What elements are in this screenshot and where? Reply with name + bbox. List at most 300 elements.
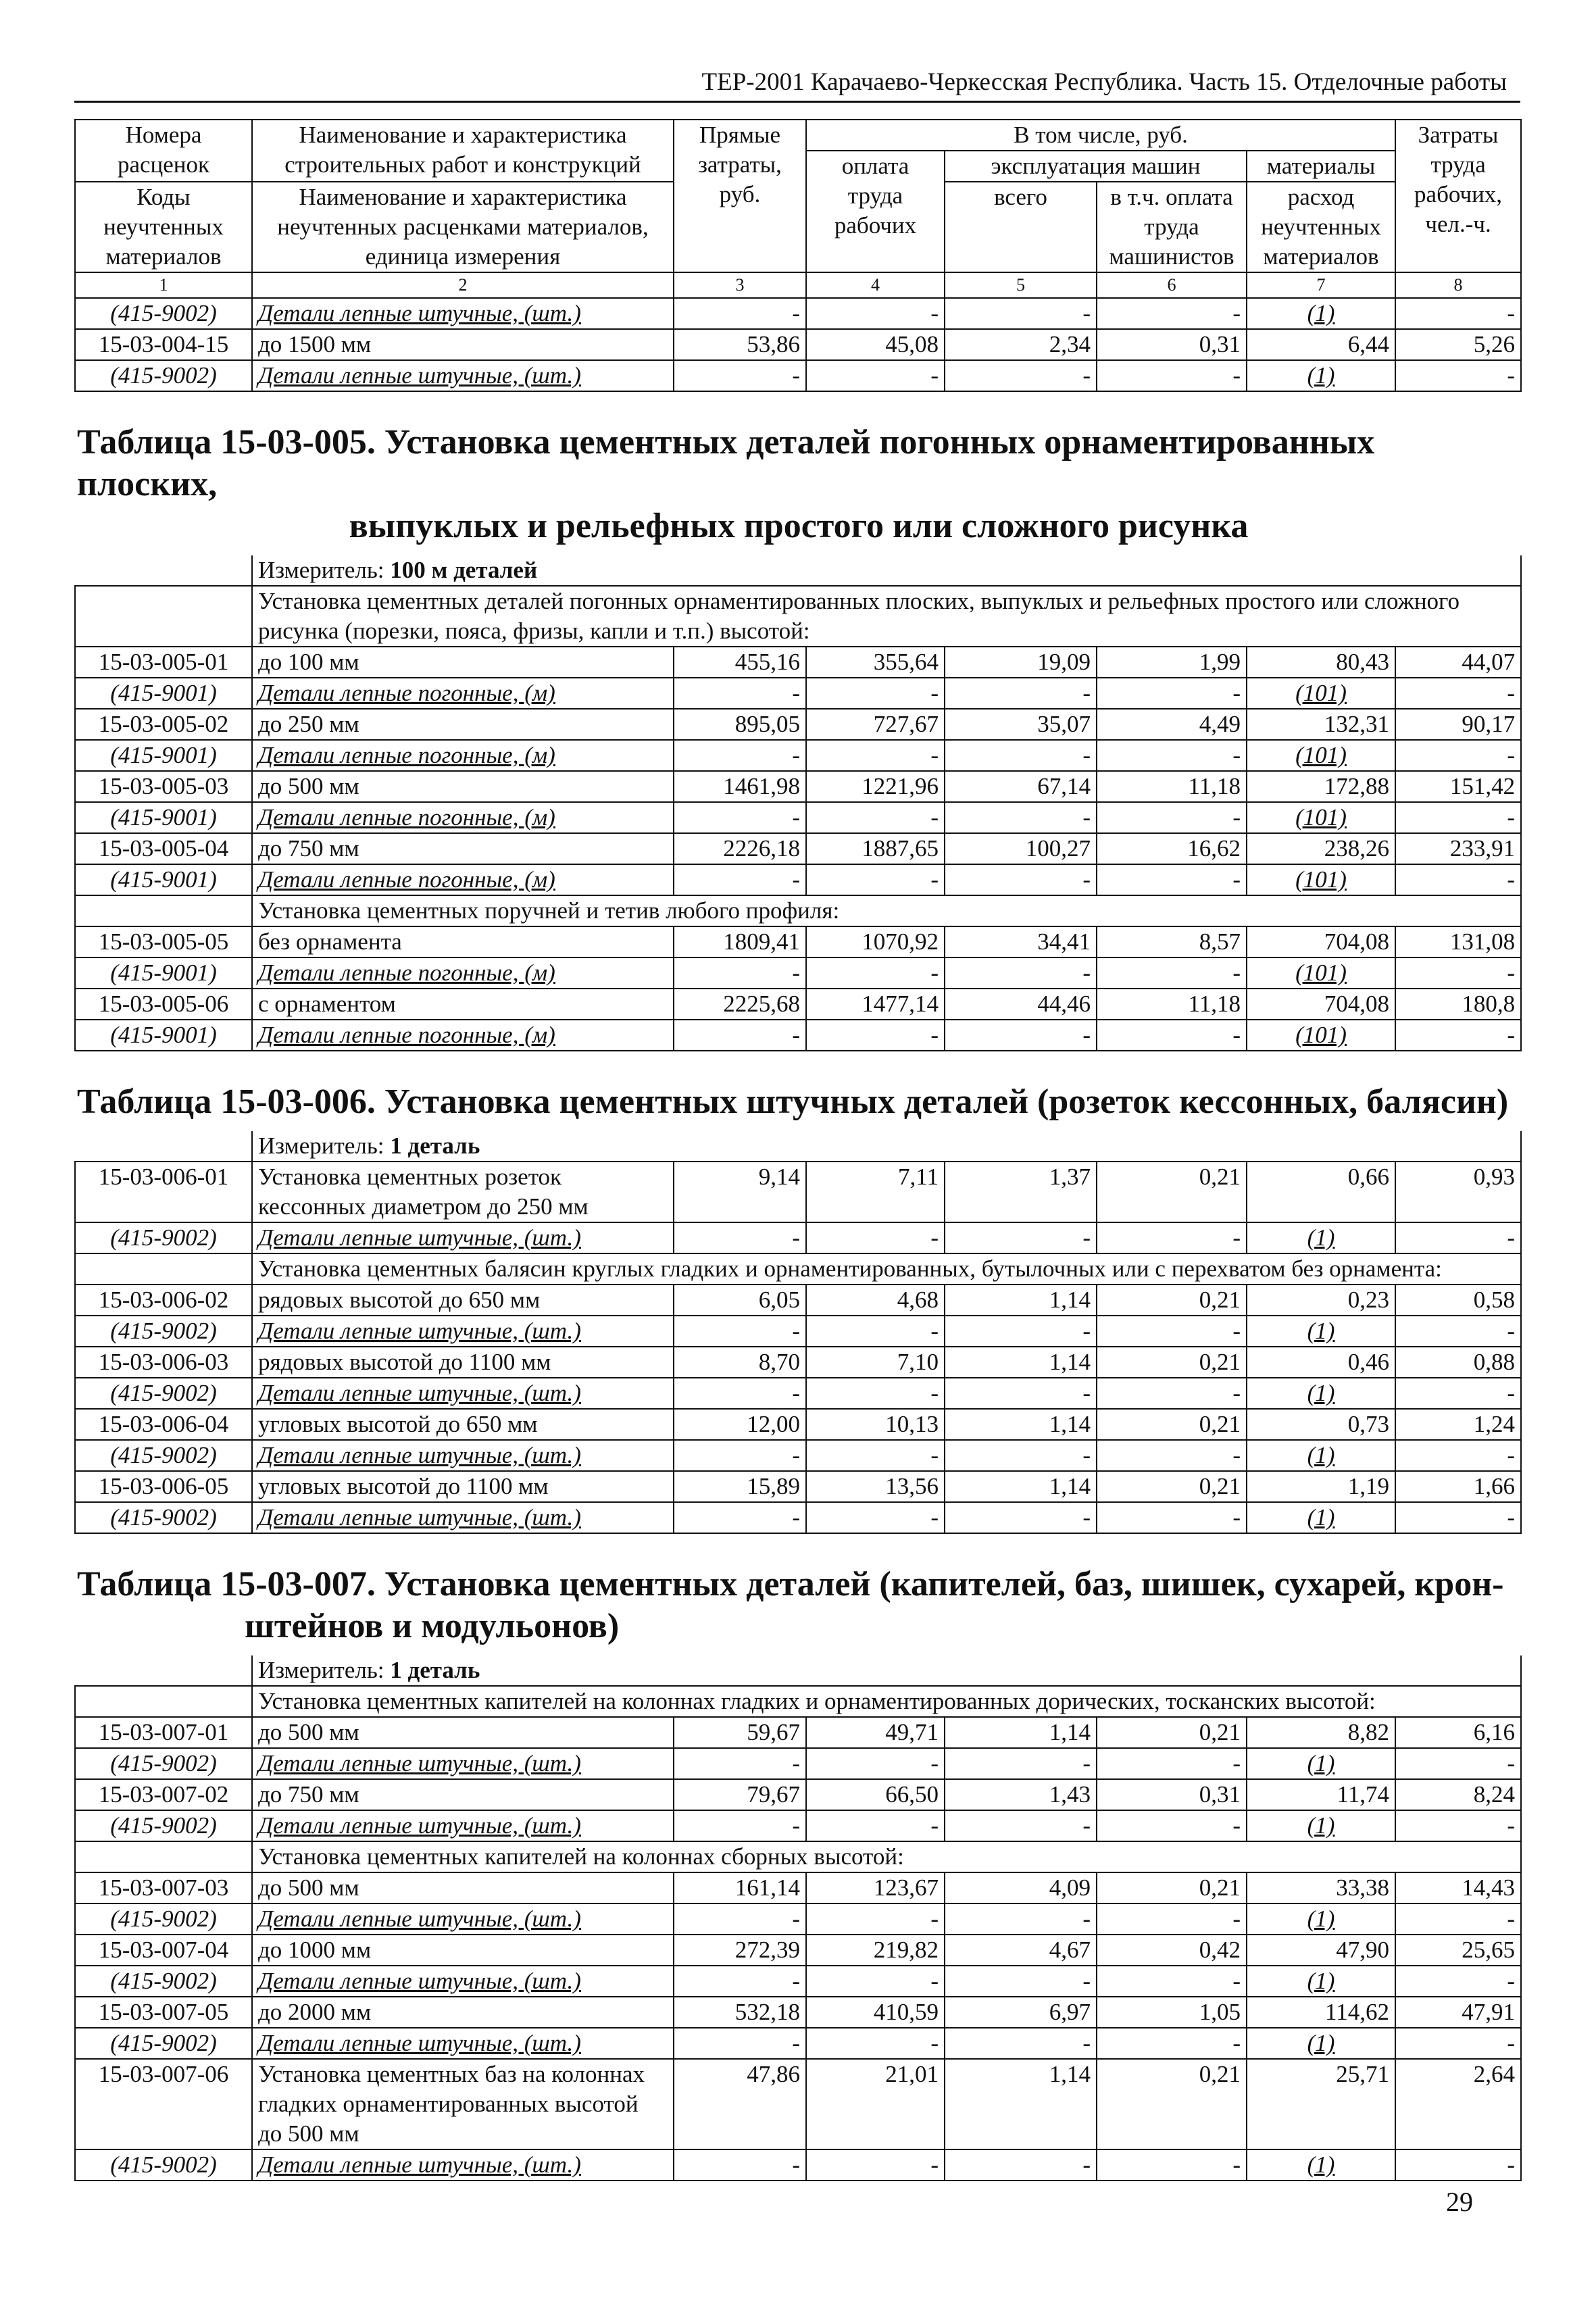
header-col1-bottom: Коды неучтенных материалов (75, 182, 252, 272)
materials-consumption-cell: (101) (1247, 864, 1395, 895)
work-name: рядовых высотой до 1100 мм (252, 1347, 674, 1378)
table-row (75, 1347, 1521, 1378)
material-row (75, 1440, 1521, 1471)
direct-costs-cell: - (674, 802, 806, 833)
rate-code: 15-03-005-03 (75, 771, 252, 802)
material-code: (415-9002) (75, 360, 252, 391)
work-name: с орнаментом (252, 989, 674, 1020)
material-name: Детали лепные погонные, (м) (252, 678, 674, 709)
table-row (75, 1935, 1521, 1966)
labor-pay-cell: - (806, 678, 945, 709)
machinist-pay-cell: - (1097, 1748, 1247, 1779)
machines-total-cell: 1,14 (945, 1285, 1097, 1316)
material-code: (415-9002) (75, 1222, 252, 1253)
labor-hours-cell: - (1395, 1502, 1521, 1533)
work-name: до 750 мм (252, 1779, 674, 1810)
machinist-pay-cell: 0,21 (1097, 1347, 1247, 1378)
rate-code: 15-03-006-04 (75, 1409, 252, 1440)
machines-total-cell: 35,07 (945, 709, 1097, 740)
table-header (74, 119, 1522, 392)
labor-hours-cell: 151,42 (1395, 771, 1521, 802)
labor-hours-cell: - (1395, 1440, 1521, 1471)
materials-consumption-cell: (1) (1247, 1316, 1395, 1347)
rate-code: 15-03-005-04 (75, 833, 252, 864)
materials-consumption-cell: 0,66 (1247, 1162, 1395, 1222)
machines-total-cell: - (945, 1748, 1097, 1779)
material-row (75, 1222, 1521, 1253)
column-number-7: 7 (1247, 272, 1395, 298)
machinist-pay-cell: - (1097, 802, 1247, 833)
work-name: рядовых высотой до 650 мм (252, 1285, 674, 1316)
material-row (75, 802, 1521, 833)
direct-costs-cell: - (674, 1020, 806, 1051)
table-row (75, 709, 1521, 740)
materials-consumption-cell: (1) (1247, 298, 1395, 329)
materials-consumption-cell: (1) (1247, 1903, 1395, 1935)
machines-total-cell: 1,14 (945, 1409, 1097, 1440)
labor-pay-cell: - (806, 1316, 945, 1347)
table-row (75, 1997, 1521, 2028)
section-note-row (75, 895, 1521, 926)
section-note: Установка цементных поручней и тетив любого профиля: (252, 895, 1521, 926)
direct-costs-cell: - (674, 1316, 806, 1347)
labor-pay-cell: - (806, 298, 945, 329)
labor-hours-cell: - (1395, 802, 1521, 833)
machines-total-cell: 1,37 (945, 1162, 1097, 1222)
materials-consumption-cell: 6,44 (1247, 329, 1395, 360)
material-code: (415-9001) (75, 864, 252, 895)
machinist-pay-cell: 0,21 (1097, 1409, 1247, 1440)
labor-pay-cell: 410,59 (806, 1997, 945, 2028)
table-row (75, 329, 1521, 360)
work-name: до 500 мм (252, 1872, 674, 1903)
machines-total-cell: 19,09 (945, 647, 1097, 678)
table-007 (74, 1656, 1522, 2181)
materials-consumption-cell: 25,71 (1247, 2059, 1395, 2149)
machinist-pay-cell: - (1097, 2028, 1247, 2059)
rate-code: 15-03-005-05 (75, 926, 252, 957)
labor-hours-cell: - (1395, 1378, 1521, 1409)
work-name: до 750 мм (252, 833, 674, 864)
machinist-pay-cell: 0,31 (1097, 1779, 1247, 1810)
material-row (75, 740, 1521, 771)
material-name: Детали лепные штучные, (шт.) (252, 1810, 674, 1841)
machines-total-cell: 4,67 (945, 1935, 1097, 1966)
labor-hours-cell: 1,24 (1395, 1409, 1521, 1440)
labor-pay-cell: 355,64 (806, 647, 945, 678)
material-name: Детали лепные штучные, (шт.) (252, 1966, 674, 1997)
machinist-pay-cell: 0,21 (1097, 2059, 1247, 2149)
material-row (75, 360, 1521, 391)
material-name: Детали лепные штучные, (шт.) (252, 1378, 674, 1409)
direct-costs-cell: 12,00 (674, 1409, 806, 1440)
machines-total-cell: 44,46 (945, 989, 1097, 1020)
material-code: (415-9002) (75, 1440, 252, 1471)
machines-total-cell: 67,14 (945, 771, 1097, 802)
direct-costs-cell: 1461,98 (674, 771, 806, 802)
material-code: (415-9002) (75, 298, 252, 329)
labor-pay-cell: 66,50 (806, 1779, 945, 1810)
table-row (75, 1471, 1521, 1502)
machines-total-cell: 1,14 (945, 1471, 1097, 1502)
page-number: 29 (1446, 2187, 1473, 2217)
direct-costs-cell: 532,18 (674, 1997, 806, 2028)
direct-costs-cell: - (674, 1903, 806, 1935)
labor-pay-cell: - (806, 1020, 945, 1051)
labor-pay-cell: 10,13 (806, 1409, 945, 1440)
work-name: без орнамента (252, 926, 674, 957)
machinist-pay-cell: 0,31 (1097, 329, 1247, 360)
machines-total-cell: - (945, 1378, 1097, 1409)
table-005-title (74, 422, 1520, 547)
machinist-pay-cell: - (1097, 360, 1247, 391)
header-rule (74, 101, 1520, 103)
direct-costs-cell: - (674, 1502, 806, 1533)
direct-costs-cell: 2225,68 (674, 989, 806, 1020)
labor-hours-cell: 0,88 (1395, 1347, 1521, 1378)
machinist-pay-cell: - (1097, 957, 1247, 989)
machinist-pay-cell: 0,21 (1097, 1471, 1247, 1502)
labor-pay-cell: 45,08 (806, 329, 945, 360)
machinist-pay-cell: - (1097, 1502, 1247, 1533)
labor-pay-cell: - (806, 1440, 945, 1471)
machinist-pay-cell: - (1097, 298, 1247, 329)
materials-consumption-cell: (101) (1247, 740, 1395, 771)
machines-total-cell: 1,14 (945, 1347, 1097, 1378)
labor-hours-cell: 180,8 (1395, 989, 1521, 1020)
header-col2-top: Наименование и характеристика строительных работ и конструкций (252, 120, 674, 182)
material-code: (415-9002) (75, 1748, 252, 1779)
machines-total-cell: 34,41 (945, 926, 1097, 957)
direct-costs-cell: - (674, 360, 806, 391)
section-note-row (75, 586, 1521, 647)
machines-total-cell: - (945, 740, 1097, 771)
section-note-row (75, 1686, 1521, 1717)
direct-costs-cell: 8,70 (674, 1347, 806, 1378)
labor-hours-cell: 0,93 (1395, 1162, 1521, 1222)
material-name: Детали лепные погонные, (м) (252, 740, 674, 771)
material-code: (415-9001) (75, 740, 252, 771)
labor-pay-cell: 1887,65 (806, 833, 945, 864)
table-007-title (74, 1564, 1520, 1647)
direct-costs-cell: 79,67 (674, 1779, 806, 1810)
materials-consumption-cell: 0,46 (1247, 1347, 1395, 1378)
work-name: до 500 мм (252, 771, 674, 802)
labor-hours-cell: - (1395, 2028, 1521, 2059)
labor-hours-cell: - (1395, 1748, 1521, 1779)
materials-consumption-cell: (1) (1247, 1440, 1395, 1471)
labor-pay-cell: - (806, 864, 945, 895)
rate-code: 15-03-004-15 (75, 329, 252, 360)
machinist-pay-cell: 0,21 (1097, 1717, 1247, 1748)
machines-total-cell: - (945, 957, 1097, 989)
direct-costs-cell: - (674, 864, 806, 895)
direct-costs-cell: - (674, 1378, 806, 1409)
labor-pay-cell: - (806, 1903, 945, 1935)
material-row (75, 1020, 1521, 1051)
machinist-pay-cell: 0,21 (1097, 1285, 1247, 1316)
section-note: Установка цементных капителей на колоннах сборных высотой: (252, 1841, 1521, 1872)
direct-costs-cell: - (674, 298, 806, 329)
direct-costs-cell: - (674, 1748, 806, 1779)
labor-pay-cell: 727,67 (806, 709, 945, 740)
materials-consumption-cell: 8,82 (1247, 1717, 1395, 1748)
labor-pay-cell: - (806, 1222, 945, 1253)
material-code: (415-9002) (75, 1378, 252, 1409)
labor-hours-cell: - (1395, 360, 1521, 391)
machinist-pay-cell: - (1097, 1903, 1247, 1935)
machines-total-cell: - (945, 1222, 1097, 1253)
header-col1-top: Номера расценок (75, 120, 252, 182)
machines-total-cell: 1,14 (945, 1717, 1097, 1748)
table-row (75, 1162, 1521, 1222)
material-code: (415-9001) (75, 678, 252, 709)
table-007-title-line1: Таблица 15-03-007. Установка цементных деталей (капителей, баз, шишек, сухарей, крон- (77, 1565, 1504, 1603)
machines-total-cell: - (945, 1316, 1097, 1347)
labor-pay-cell: 49,71 (806, 1717, 945, 1748)
labor-pay-cell: 7,11 (806, 1162, 945, 1222)
rate-code: 15-03-005-06 (75, 989, 252, 1020)
labor-pay-cell: - (806, 360, 945, 391)
work-name: Установка цементных баз на колоннах гладких орнаментированных высотой до 500 мм (252, 2059, 674, 2149)
material-name: Детали лепные штучные, (шт.) (252, 1316, 674, 1347)
machinist-pay-cell: 0,42 (1097, 1935, 1247, 1966)
material-row (75, 1748, 1521, 1779)
material-row (75, 1316, 1521, 1347)
direct-costs-cell: - (674, 678, 806, 709)
table-005-title-line2: выпуклых и рельефных простого или сложного рисунка (349, 507, 1249, 545)
labor-pay-cell: - (806, 2149, 945, 2181)
rate-code: 15-03-007-02 (75, 1779, 252, 1810)
machinist-pay-cell: - (1097, 864, 1247, 895)
direct-costs-cell: 272,39 (674, 1935, 806, 1966)
table-005-title-line1: Таблица 15-03-005. Установка цементных деталей погонных орнаментированных плоских, (77, 423, 1375, 503)
rate-code: 15-03-006-02 (75, 1285, 252, 1316)
machinist-pay-cell: 11,18 (1097, 989, 1247, 1020)
column-number-5: 5 (945, 272, 1097, 298)
table-row (75, 771, 1521, 802)
labor-pay-cell: 1221,96 (806, 771, 945, 802)
empty-cell (75, 1253, 252, 1285)
materials-consumption-cell: (1) (1247, 1748, 1395, 1779)
material-row (75, 2028, 1521, 2059)
labor-pay-cell: - (806, 740, 945, 771)
machines-total-cell: - (945, 864, 1097, 895)
material-code: (415-9001) (75, 1020, 252, 1051)
labor-hours-cell: 2,64 (1395, 2059, 1521, 2149)
section-note-row (75, 1841, 1521, 1872)
machinist-pay-cell: - (1097, 1440, 1247, 1471)
column-number-1: 1 (75, 272, 252, 298)
materials-consumption-cell: (101) (1247, 957, 1395, 989)
empty-cell (75, 586, 252, 647)
machinist-pay-cell: - (1097, 1378, 1247, 1409)
labor-pay-cell: - (806, 957, 945, 989)
table-row (75, 1779, 1521, 1810)
labor-hours-cell: 6,16 (1395, 1717, 1521, 1748)
material-row (75, 1966, 1521, 1997)
materials-consumption-cell: 1,19 (1247, 1471, 1395, 1502)
labor-hours-cell: 25,65 (1395, 1935, 1521, 1966)
header-col2-bottom: Наименование и характеристика неучтенных расценками материалов, единица измерения (252, 182, 674, 272)
machinist-pay-cell: 1,05 (1097, 1997, 1247, 2028)
materials-consumption-cell: (1) (1247, 360, 1395, 391)
machines-total-cell: - (945, 1020, 1097, 1051)
material-code: (415-9002) (75, 1966, 252, 1997)
materials-consumption-cell: 11,74 (1247, 1779, 1395, 1810)
header-col7: расход неучтенных материалов (1247, 182, 1395, 272)
material-name: Детали лепные штучные, (шт.) (252, 1903, 674, 1935)
header-group: В том числе, руб. (806, 120, 1395, 151)
materials-consumption-cell: 132,31 (1247, 709, 1395, 740)
table-006 (74, 1131, 1522, 1534)
header-col5: всего (945, 182, 1097, 272)
rate-code: 15-03-006-01 (75, 1162, 252, 1222)
section-note: Установка цементных деталей погонных орнаментированных плоских, выпуклых и рельефных простого или сложного рисунка (порезки, пояса, фризы, капли и т.п.) высотой: (252, 586, 1521, 647)
machines-total-cell: 6,97 (945, 1997, 1097, 2028)
machinist-pay-cell: 4,49 (1097, 709, 1247, 740)
material-code: (415-9001) (75, 802, 252, 833)
material-row (75, 1810, 1521, 1841)
material-code: (415-9002) (75, 1316, 252, 1347)
labor-hours-cell: - (1395, 1903, 1521, 1935)
materials-consumption-cell: (1) (1247, 1222, 1395, 1253)
machinist-pay-cell: - (1097, 678, 1247, 709)
table-006-measure: Измеритель: 1 деталь (252, 1131, 1521, 1162)
work-name: до 2000 мм (252, 1997, 674, 2028)
machines-total-cell: - (945, 1502, 1097, 1533)
column-number-3: 3 (674, 272, 806, 298)
material-name: Детали лепные погонные, (м) (252, 1020, 674, 1051)
materials-consumption-cell: (1) (1247, 1966, 1395, 1997)
machinist-pay-cell: - (1097, 1222, 1247, 1253)
machinist-pay-cell: - (1097, 1020, 1247, 1051)
machinist-pay-cell: - (1097, 2149, 1247, 2181)
labor-hours-cell: - (1395, 864, 1521, 895)
labor-hours-cell: - (1395, 1316, 1521, 1347)
labor-hours-cell: 0,58 (1395, 1285, 1521, 1316)
table-006-title (74, 1081, 1520, 1123)
material-row (75, 678, 1521, 709)
material-row (75, 1502, 1521, 1533)
direct-costs-cell: 895,05 (674, 709, 806, 740)
machinist-pay-cell: 0,21 (1097, 1162, 1247, 1222)
labor-hours-cell: - (1395, 678, 1521, 709)
table-row (75, 926, 1521, 957)
column-number-4: 4 (806, 272, 945, 298)
empty-cell (75, 1841, 252, 1872)
labor-hours-cell: 47,91 (1395, 1997, 1521, 2028)
column-number-8: 8 (1395, 272, 1521, 298)
materials-consumption-cell: 172,88 (1247, 771, 1395, 802)
direct-costs-cell: - (674, 1810, 806, 1841)
materials-consumption-cell: 0,73 (1247, 1409, 1395, 1440)
rate-code: 15-03-005-02 (75, 709, 252, 740)
material-code: (415-9002) (75, 1903, 252, 1935)
table-row (75, 1409, 1521, 1440)
material-name: Детали лепные погонные, (м) (252, 864, 674, 895)
material-name: Детали лепные штучные, (шт.) (252, 1440, 674, 1471)
materials-consumption-cell: 704,08 (1247, 989, 1395, 1020)
table-row (75, 989, 1521, 1020)
machinist-pay-cell: 8,57 (1097, 926, 1247, 957)
material-name: Детали лепные штучные, (шт.) (252, 1748, 674, 1779)
materials-consumption-cell: 33,38 (1247, 1872, 1395, 1903)
machines-total-cell: 1,14 (945, 2059, 1097, 2149)
machines-total-cell: - (945, 1966, 1097, 1997)
column-number-2: 2 (252, 272, 674, 298)
empty-cell (75, 895, 252, 926)
rate-code: 15-03-006-03 (75, 1347, 252, 1378)
work-name: до 1000 мм (252, 1935, 674, 1966)
machinist-pay-cell: - (1097, 1966, 1247, 1997)
rate-code: 15-03-005-01 (75, 647, 252, 678)
machines-total-cell: - (945, 1903, 1097, 1935)
work-name: до 500 мм (252, 1717, 674, 1748)
material-row (75, 957, 1521, 989)
material-code: (415-9002) (75, 1502, 252, 1533)
machinist-pay-cell: 16,62 (1097, 833, 1247, 864)
direct-costs-cell: 161,14 (674, 1872, 806, 1903)
rate-code: 15-03-007-05 (75, 1997, 252, 2028)
machinist-pay-cell: 0,21 (1097, 1872, 1247, 1903)
machines-total-cell: 100,27 (945, 833, 1097, 864)
materials-consumption-cell: 704,08 (1247, 926, 1395, 957)
table-007-measure: Измеритель: 1 деталь (252, 1656, 1521, 1686)
materials-consumption-cell: (1) (1247, 1378, 1395, 1409)
table-006-title-line1: Таблица 15-03-006. Установка цементных штучных деталей (розеток кессонных, балясин) (77, 1082, 1509, 1121)
work-name: до 100 мм (252, 647, 674, 678)
table-row (75, 1717, 1521, 1748)
labor-pay-cell: - (806, 802, 945, 833)
machines-total-cell: - (945, 678, 1097, 709)
machinist-pay-cell: - (1097, 1810, 1247, 1841)
direct-costs-cell: 9,14 (674, 1162, 806, 1222)
direct-costs-cell: 1809,41 (674, 926, 806, 957)
section-note: Установка цементных капителей на колоннах гладких и орнаментированных дорических, тосканских высотой: (252, 1686, 1521, 1717)
material-row (75, 1903, 1521, 1935)
material-name: Детали лепные штучные, (шт.) (252, 298, 674, 329)
material-code: (415-9002) (75, 1810, 252, 1841)
direct-costs-cell: - (674, 1440, 806, 1471)
direct-costs-cell: 455,16 (674, 647, 806, 678)
labor-hours-cell: - (1395, 1020, 1521, 1051)
labor-pay-cell: - (806, 1966, 945, 1997)
labor-hours-cell: 1,66 (1395, 1471, 1521, 1502)
direct-costs-cell: - (674, 1222, 806, 1253)
running-head: ТЕР-2001 Карачаево-Черкесская Республика. Часть 15. Отделочные работы (701, 68, 1507, 96)
labor-hours-cell: - (1395, 957, 1521, 989)
labor-hours-cell: 14,43 (1395, 1872, 1521, 1903)
rate-code: 15-03-007-06 (75, 2059, 252, 2149)
empty-cell (75, 1686, 252, 1717)
direct-costs-cell: - (674, 2028, 806, 2059)
labor-pay-cell: 219,82 (806, 1935, 945, 1966)
direct-costs-cell: 53,86 (674, 329, 806, 360)
header-exploitation: эксплуатация машин (945, 151, 1247, 182)
labor-hours-cell: 8,24 (1395, 1779, 1521, 1810)
table-row (75, 1872, 1521, 1903)
material-code: (415-9001) (75, 957, 252, 989)
labor-pay-cell: 1070,92 (806, 926, 945, 957)
materials-consumption-cell: (101) (1247, 802, 1395, 833)
materials-consumption-cell: 238,26 (1247, 833, 1395, 864)
labor-pay-cell: 4,68 (806, 1285, 945, 1316)
table-row (75, 1285, 1521, 1316)
labor-pay-cell: 7,10 (806, 1347, 945, 1378)
material-code: (415-9002) (75, 2149, 252, 2181)
labor-hours-cell: - (1395, 1810, 1521, 1841)
